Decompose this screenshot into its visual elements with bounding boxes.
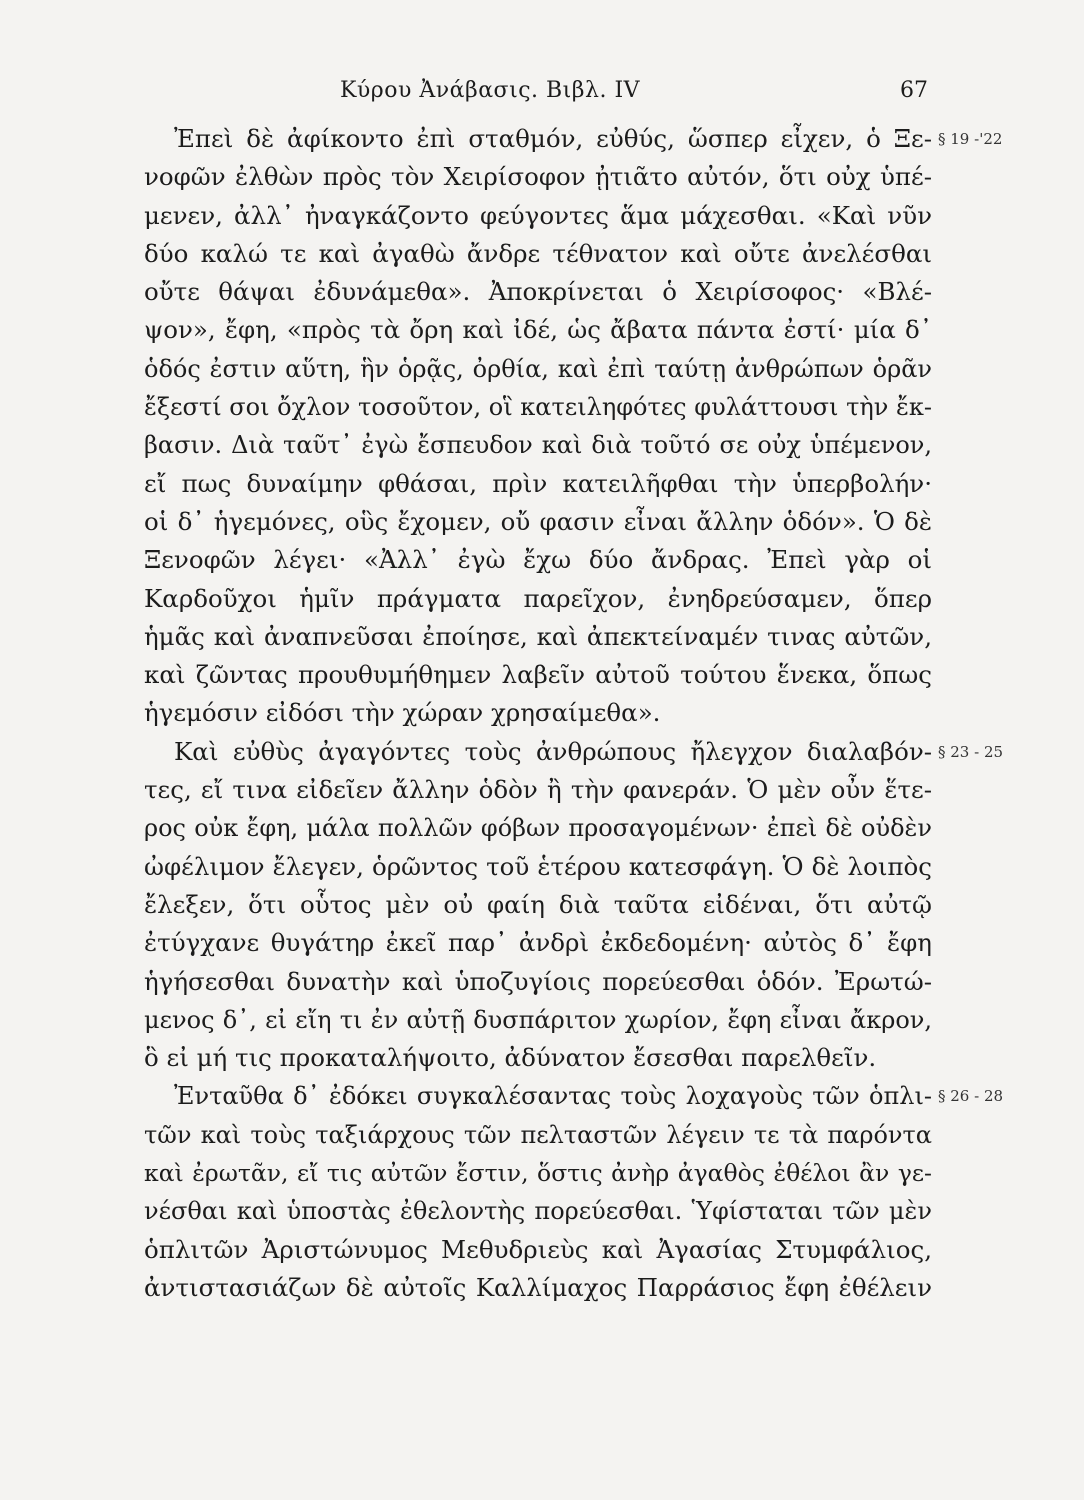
text-line: τες, εἴ τινα εἰδεῖεν ἄλλην ὁδὸν ἢ τὴν φανεράν. Ὁ μὲν οὖν ἕτε- [144, 775, 932, 805]
section-ref: § 26 - 28 [938, 1087, 1004, 1106]
text-line: Ξενοφῶν λέγει· «Ἀλλ᾽ ἐγὼ ἔχω δύο ἄνδρας. Ἐπεὶ γὰρ οἱ [144, 545, 932, 575]
text-line: βασιν. Διὰ ταῦτ᾽ ἐγὼ ἔσπευδον καὶ διὰ τοῦτό σε οὐχ ὑπέμενον, [144, 431, 932, 460]
text-line: νοφῶν ἐλθὼν πρὸς τὸν Χειρίσοφον ᾐτιᾶτο αὐτόν, ὅτι οὐχ ὑπέ- [144, 162, 932, 192]
text-line: ἡγήσεσθαι δυνατὴν καὶ ὑποζυγίοις πορεύεσθαι ὁδόν. Ἐρωτώ- [144, 966, 932, 996]
section-ref: § 23 - 25 [938, 742, 1004, 761]
text-line: Ἐπεὶ δὲ ἀφίκοντο ἐπὶ σταθμόν, εὐθύς, ὥσπερ εἶχεν, ὁ Ξε- § 19 -'22 [144, 120, 932, 158]
section-ref: § 19 -'22 [938, 130, 1003, 148]
text-line: Καὶ εὐθὺς ἀγαγόντες τοὺς ἀνθρώπους ἤλεγχον διαλαβόν- § 23 - 25 [144, 733, 932, 771]
text-line: εἴ πως δυναίμην φθάσαι, πρὶν κατειλῆφθαι τὴν ὑπερβολήν· [144, 468, 932, 498]
text-line: ὁπλιτῶν Ἀριστώνυμος Μεθυδριεὺς καὶ Ἀγασίας Στυμφάλιος, [144, 1234, 932, 1264]
text-line: ἔλεξεν, ὅτι οὗτος μὲν οὐ φαίη διὰ ταῦτα εἰδέναι, ὅτι αὐτῷ [144, 889, 932, 919]
text-line: ἡγεμόσιν εἰδόσι τὴν χώραν χρησαίμεθα». [144, 698, 661, 728]
text-line: Ἐνταῦθα δ᾽ ἐδόκει συγκαλέσαντας τοὺς λοχαγοὺς τῶν ὁπλι- § 26 - 28 [144, 1077, 932, 1115]
text-line: δύο καλώ τε καὶ ἀγαθὼ ἄνδρε τέθνατον καὶ οὔτε ἀνελέσθαι [144, 238, 932, 268]
page-number: 67 [900, 78, 928, 103]
text-line: ἔξεστί σοι ὄχλον τοσοῦτον, οἳ κατειληφότες φυλάττουσι τὴν ἔκ- [144, 393, 932, 422]
text-line: ἀντιστασιάζων δὲ αὐτοῖς Καλλίμαχος Παρράσιος ἔφη ἐθέλειν [144, 1272, 932, 1302]
page-header [0, 78, 1084, 118]
text-line: μενος δ᾽, εἰ εἴη τι ἐν αὐτῇ δυσπάριτον χωρίον, ἔφη εἶναι ἄκρον, [144, 1005, 932, 1034]
text-line: ἡμᾶς καὶ ἀναπνεῦσαι ἐποίησε, καὶ ἀπεκτείναμέν τινας αὐτῶν, [144, 621, 932, 651]
text-line: ρος οὐκ ἔφη, μάλα πολλῶν φόβων προσαγομένων· ἐπεὶ δὲ οὐδὲν [144, 814, 932, 843]
text-line: καὶ ζῶντας προυθυμήθημεν λαβεῖν αὐτοῦ τούτου ἕνεκα, ὅπως [144, 660, 932, 690]
text-line: ὃ εἰ μή τις προκαταλήψοιτο, ἀδύνατον ἔσεσθαι παρελθεῖν. [144, 1043, 877, 1073]
text-line: τῶν καὶ τοὺς ταξιάρχους τῶν πελταστῶν λέγειν τε τὰ παρόντα [144, 1120, 932, 1149]
text-line: οἱ δ᾽ ἡγεμόνες, οὓς ἔχομεν, οὔ φασιν εἶναι ἄλλην ὁδόν». Ὁ δὲ [144, 506, 932, 536]
text-line: ψον», ἔφη, «πρὸς τὰ ὄρη καὶ ἰδέ, ὡς ἄβατα πάντα ἐστί· μία δ᾽ [144, 315, 932, 345]
running-title: Κύρου Ἀνάβασις. Βιβλ. IV [340, 78, 641, 103]
text-line: νέσθαι καὶ ὑποστὰς ἐθελοντὴς πορεύεσθαι. Ὑφίσταται τῶν μὲν [144, 1197, 932, 1226]
text-line: ὠφέλιμον ἔλεγεν, ὁρῶντος τοῦ ἑτέρου κατεσφάγη. Ὁ δὲ λοιπὸς [144, 851, 932, 881]
text-line: μενεν, ἀλλ᾽ ἠναγκάζοντο φεύγοντες ἅμα μάχεσθαι. «Καὶ νῦν [144, 200, 932, 230]
text-line: Καρδοῦχοι ἡμῖν πράγματα παρεῖχον, ἐνηδρεύσαμεν, ὅπερ [144, 583, 932, 613]
text-line: ἐτύγχανε θυγάτηρ ἐκεῖ παρ᾽ ἀνδρὶ ἐκδεδομένη· αὐτὸς δ᾽ ἔφη [144, 928, 932, 958]
text-body [144, 120, 1004, 1307]
text-line: ὁδός ἐστιν αὕτη, ἣν ὁρᾷς, ὀρθία, καὶ ἐπὶ ταύτῃ ἀνθρώπων ὁρᾶν [144, 354, 932, 383]
text-line: καὶ ἐρωτᾶν, εἴ τις αὐτῶν ἔστιν, ὅστις ἀνὴρ ἀγαθὸς ἐθέλοι ἂν γε- [144, 1159, 932, 1188]
text-line: οὔτε θάψαι ἐδυνάμεθα». Ἀποκρίνεται ὁ Χειρίσοφος· «Βλέ- [144, 277, 932, 307]
